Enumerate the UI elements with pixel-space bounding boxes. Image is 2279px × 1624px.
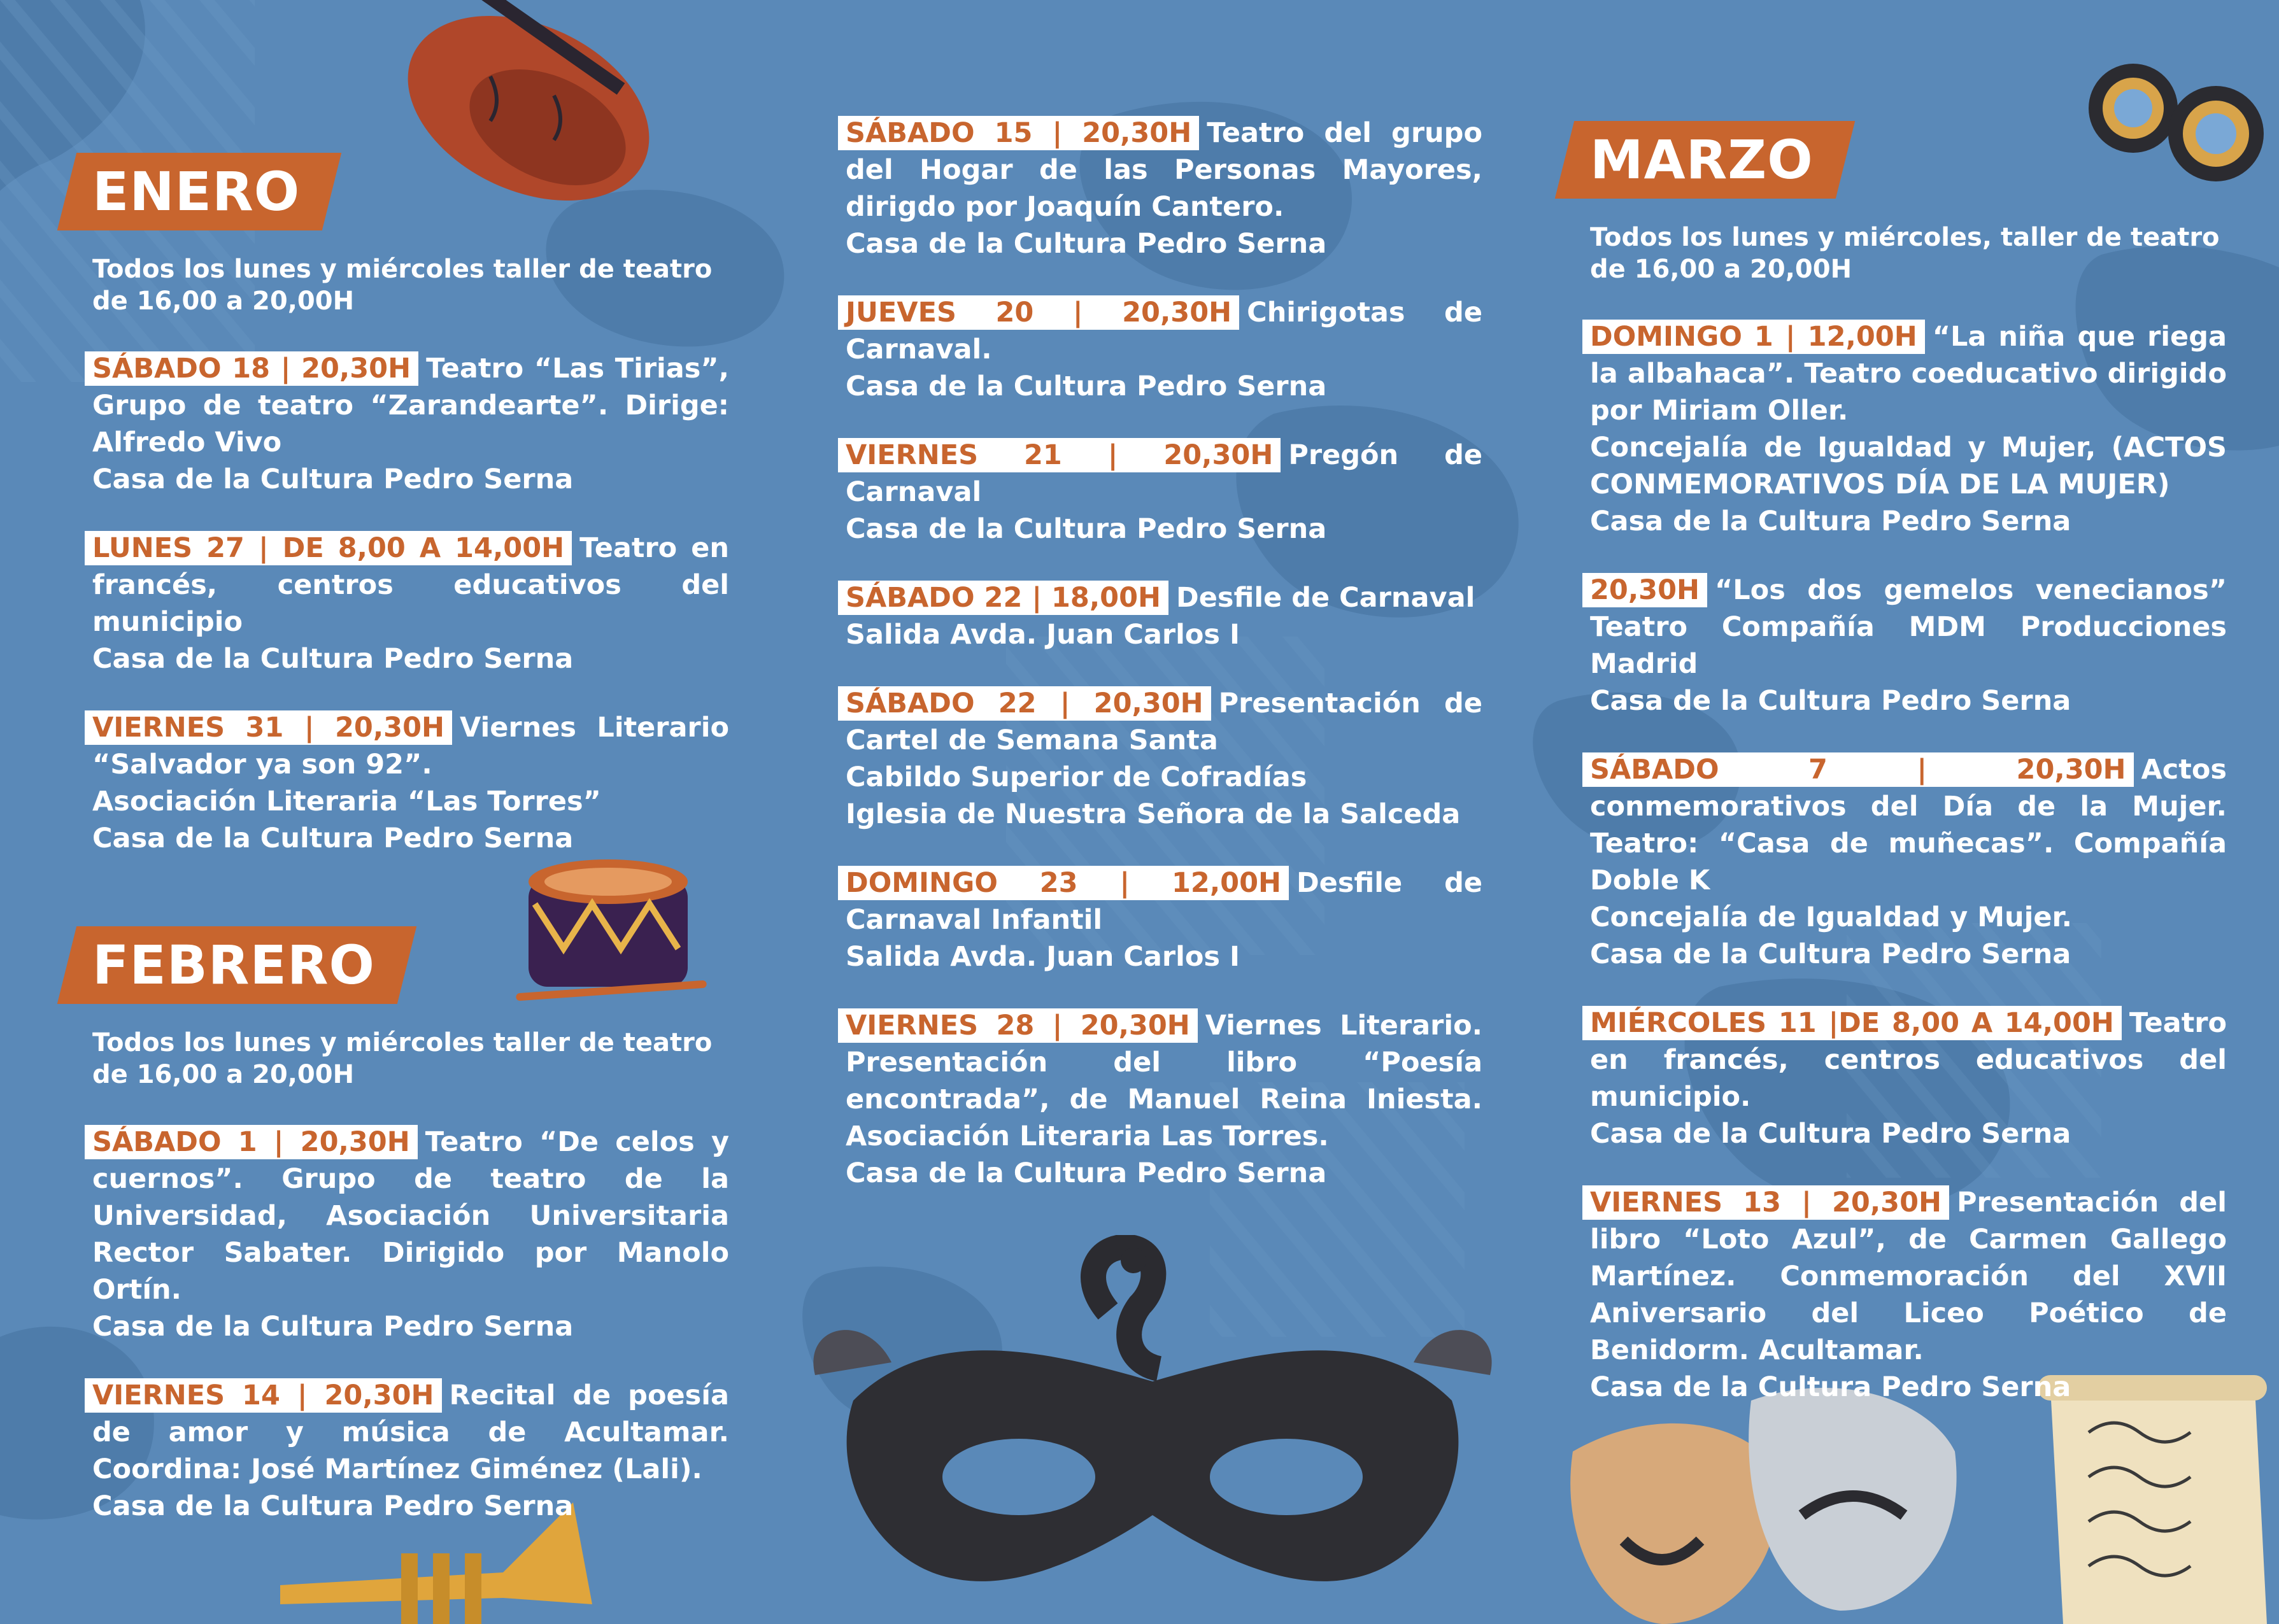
event-description: Desfile de Carnaval: [1176, 582, 1475, 614]
event-place: Casa de la Cultura Pedro Serna: [1590, 1118, 2071, 1150]
event-item: [846, 294, 1482, 405]
event-place: Casa de la Cultura Pedro Serna: [92, 643, 574, 675]
event-place: Casa de la Cultura Pedro Serna: [92, 463, 574, 495]
event-item: [1590, 1005, 2227, 1152]
month-intro: Todos los lunes y miércoles taller de teatro de 16,00 a 20,00H: [92, 255, 713, 316]
event-date-badge: SÁBADO 7 | 20,30H: [1582, 752, 2134, 787]
event-item: [846, 685, 1482, 833]
event-organizer: Concejalía de Igualdad y Mujer, (ACTOS CONMEMORATIVOS DÍA DE LA MUJER): [1590, 432, 2227, 500]
event-date-badge: SÁBADO 1 | 20,30H: [85, 1125, 418, 1159]
event-date-badge: VIERNES 21 | 20,30H: [838, 438, 1281, 472]
febrero-continued-section: [846, 115, 1482, 1224]
event-date-badge: VIERNES 13 | 20,30H: [1582, 1185, 1949, 1220]
event-place: Casa de la Cultura Pedro Serna: [846, 228, 1327, 260]
event-date-badge: VIERNES 31 | 20,30H: [85, 710, 452, 745]
event-place: Casa de la Cultura Pedro Serna: [1590, 938, 2071, 970]
event-place: Casa de la Cultura Pedro Serna: [846, 513, 1327, 545]
event-place: Salida Avda. Juan Carlos I: [846, 941, 1240, 973]
event-description: Viernes Literario “Salvador ya son 92”.: [92, 712, 730, 780]
month-heading-enero: [67, 153, 332, 230]
event-place: Casa de la Cultura Pedro Serna: [92, 1311, 574, 1343]
month-title: ENERO: [92, 160, 301, 223]
event-place: Casa de la Cultura Pedro Serna: [1590, 685, 2071, 717]
event-description: “Los dos gemelos venecianos” Teatro Compañía MDM Producciones Madrid: [1590, 574, 2227, 680]
event-date-badge: VIERNES 28 | 20,30H: [838, 1008, 1198, 1043]
event-organizer: Asociación Literaria “Las Torres”: [92, 786, 601, 817]
event-description: Teatro del grupo del Hogar de las Personas Mayores, dirigdo por Joaquín Cantero.: [846, 117, 1482, 223]
event-place: Casa de la Cultura Pedro Serna: [92, 823, 574, 854]
enero-section: [92, 153, 729, 889]
event-item: [846, 865, 1482, 975]
event-item: [846, 579, 1482, 653]
febrero-section: [92, 926, 729, 1557]
event-item: [846, 437, 1482, 547]
event-place: Casa de la Cultura Pedro Serna: [1590, 1371, 2071, 1403]
event-item: [92, 1377, 729, 1525]
event-description: Teatro “Las Tirias”, Grupo de teatro “Zarandearte”. Dirige: Alfredo Vivo: [92, 353, 729, 458]
month-intro: Todos los lunes y miércoles taller de teatro de 16,00 a 20,00H: [92, 1028, 713, 1089]
event-date-badge: JUEVES 20 | 20,30H: [838, 295, 1239, 330]
peacock-mask-icon: [802, 1235, 1503, 1624]
event-item: [846, 115, 1482, 262]
event-organizer: Cabildo Superior de Cofradías: [846, 761, 1307, 793]
event-item: [92, 709, 729, 857]
month-heading-febrero: [67, 926, 407, 1004]
event-description: “La niña que riega la albahaca”. Teatro coeducativo dirigido por Miriam Oller.: [1590, 321, 2227, 427]
event-item: [92, 1124, 729, 1345]
event-description: Presentación de Cartel de Semana Santa: [846, 688, 1482, 756]
event-date-badge: SÁBADO 22 | 20,30H: [838, 686, 1211, 721]
event-description: Viernes Literario. Presentación del libro “Poesía encontrada”, de Manuel Reina Iniesta. Asociación Literaria Las Torres.: [846, 1010, 1483, 1152]
event-date-badge: VIERNES 14 | 20,30H: [85, 1378, 442, 1413]
event-description: Actos conmemorativos del Día de la Mujer. Teatro: “Casa de muñecas”. Compañía Doble K: [1590, 754, 2227, 896]
event-item: [92, 530, 729, 677]
event-date-badge: SÁBADO 15 | 20,30H: [838, 116, 1199, 150]
event-date-badge: DOMINGO 1 | 12,00H: [1582, 320, 1925, 354]
event-description: Teatro en francés, centros educativos del municipio.: [1590, 1007, 2227, 1113]
event-item: [1590, 751, 2227, 973]
event-description: Presentación del libro “Loto Azul”, de Carmen Gallego Martínez. Conmemoración del XVII Aniversario del Liceo Poético de Benidorm. Acultamar.: [1590, 1187, 2227, 1366]
event-place: Casa de la Cultura Pedro Serna: [1590, 505, 2071, 537]
event-date-badge: SÁBADO 18 | 20,30H: [85, 351, 418, 386]
month-heading-marzo: [1565, 121, 1845, 199]
event-place: Iglesia de Nuestra Señora de la Salceda: [846, 798, 1461, 830]
event-place: Casa de la Cultura Pedro Serna: [846, 371, 1327, 402]
event-description: Recital de poesía de amor y música de Acultamar. Coordina: José Martínez Giménez (Lali).: [92, 1380, 729, 1485]
month-title: FEBRERO: [92, 934, 375, 996]
event-date-badge: LUNES 27 | DE 8,00 A 14,00H: [85, 531, 572, 565]
event-organizer: Concejalía de Igualdad y Mujer.: [1590, 901, 2072, 933]
event-item: [846, 1007, 1482, 1192]
event-description: Pregón de Carnaval: [846, 439, 1483, 508]
event-date-badge: SÁBADO 22 | 18,00H: [838, 581, 1168, 615]
event-date-badge: DOMINGO 23 | 12,00H: [838, 866, 1289, 900]
event-date-badge: MIÉRCOLES 11 |DE 8,00 A 14,00H: [1582, 1006, 2122, 1040]
event-description: Teatro “De celos y cuernos”. Grupo de teatro de la Universidad, Asociación Universitaria Rector Sabater. Dirigido por Manolo Ortín.: [92, 1126, 729, 1306]
month-title: MARZO: [1590, 129, 1814, 191]
event-place: Casa de la Cultura Pedro Serna: [846, 1157, 1327, 1189]
month-intro: Todos los lunes y miércoles, taller de teatro de 16,00 a 20,00H: [1590, 223, 2220, 284]
event-description: Teatro en francés, centros educativos del municipio: [92, 532, 729, 638]
event-item: [1590, 572, 2227, 719]
event-item: [1590, 318, 2227, 540]
event-place: Casa de la Cultura Pedro Serna: [92, 1490, 574, 1522]
marzo-section: [1590, 121, 2227, 1437]
event-item: [1590, 1184, 2227, 1406]
event-description: Chirigotas de Carnaval.: [846, 297, 1482, 365]
event-item: [92, 350, 729, 498]
event-date-badge: 20,30H: [1582, 573, 1707, 607]
event-description: Desfile de Carnaval Infantil: [846, 867, 1483, 936]
event-place: Salida Avda. Juan Carlos I: [846, 619, 1240, 651]
